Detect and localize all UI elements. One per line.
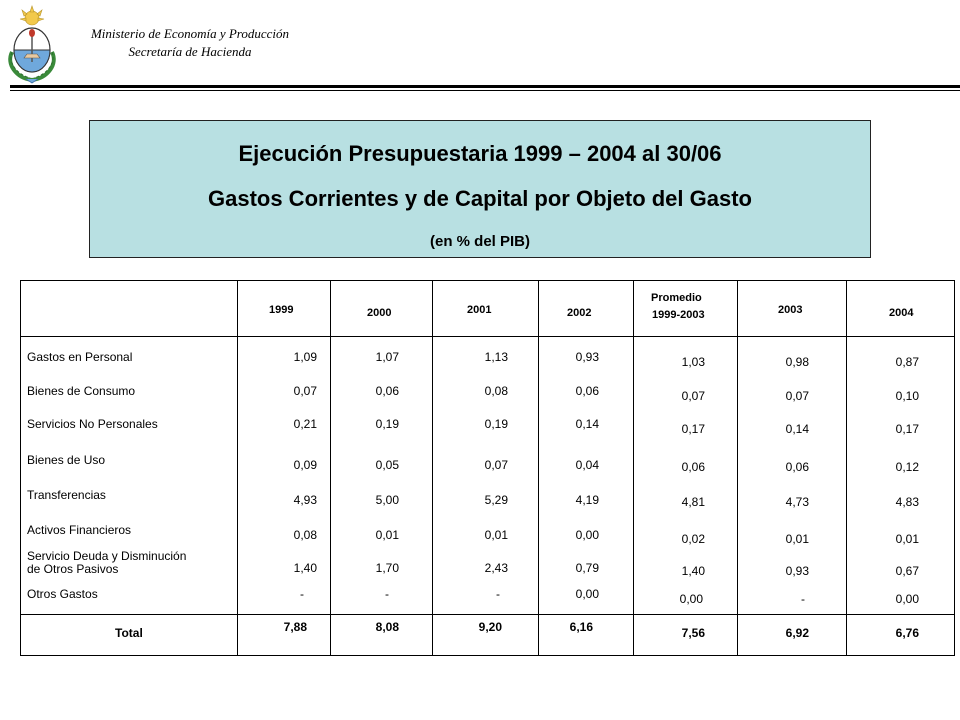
secretariat-line: Secretaría de Hacienda bbox=[128, 44, 252, 59]
table-cell: 0,01 bbox=[375, 528, 399, 542]
table-cell: 0,01 bbox=[785, 532, 809, 546]
column-header-2000: 2000 bbox=[367, 307, 392, 319]
title-box bbox=[89, 120, 871, 258]
table-cell: 0,06 bbox=[681, 460, 705, 474]
table-cell: 0,93 bbox=[785, 564, 809, 578]
column-divider bbox=[846, 281, 847, 655]
table-cell: 4,19 bbox=[575, 493, 599, 507]
total-cell: 7,56 bbox=[681, 626, 705, 640]
table-cell: 1,40 bbox=[293, 561, 317, 575]
table-cell: 5,29 bbox=[484, 493, 508, 507]
column-header-1999: 1999 bbox=[269, 304, 294, 316]
table-cell: - bbox=[496, 587, 500, 601]
table-cell: 0,00 bbox=[575, 587, 599, 601]
national-coat-of-arms-icon bbox=[4, 4, 60, 84]
table-cell: 0,17 bbox=[681, 422, 705, 436]
table-cell: 0,01 bbox=[484, 528, 508, 542]
total-cell: 7,88 bbox=[283, 620, 307, 634]
column-divider bbox=[432, 281, 433, 655]
total-divider bbox=[21, 614, 954, 615]
row-label-servicios: Servicios No Personales bbox=[27, 417, 158, 431]
row-label-deuda: Servicio Deuda y Disminución bbox=[27, 549, 187, 563]
total-cell: 6,92 bbox=[785, 626, 809, 640]
table-cell: 0,67 bbox=[895, 564, 919, 578]
row-label-otros: Otros Gastos bbox=[27, 587, 98, 601]
table-cell: 0,09 bbox=[293, 458, 317, 472]
table-cell: 0,12 bbox=[895, 460, 919, 474]
table-cell: 0,08 bbox=[293, 528, 317, 542]
table-cell: 0,07 bbox=[293, 384, 317, 398]
row-label-bienes-uso: Bienes de Uso bbox=[27, 453, 106, 467]
table-cell: 0,06 bbox=[375, 384, 399, 398]
header-divider bbox=[21, 336, 954, 337]
row-label-personal: Gastos en Personal bbox=[27, 350, 133, 364]
table-cell: 1,07 bbox=[375, 350, 399, 364]
table-cell: 1,70 bbox=[375, 561, 399, 575]
table-cell: 0,21 bbox=[293, 417, 317, 431]
table-cell: 0,07 bbox=[484, 458, 508, 472]
table-cell: 4,93 bbox=[293, 493, 317, 507]
title-line-1: Ejecución Presupuestaria 1999 – 2004 al 30/06 bbox=[238, 141, 722, 166]
table-cell: 5,00 bbox=[375, 493, 399, 507]
table-cell: - bbox=[801, 592, 805, 606]
budget-table bbox=[20, 280, 955, 656]
table-cell: 0,19 bbox=[375, 417, 399, 431]
table-cell: 0,07 bbox=[785, 389, 809, 403]
header-rule-thin bbox=[10, 90, 960, 91]
table-cell: 1,40 bbox=[681, 564, 705, 578]
total-cell: 8,08 bbox=[375, 620, 399, 634]
row-label-activos: Activos Financieros bbox=[27, 523, 132, 537]
table-cell: - bbox=[385, 587, 389, 601]
header-rule-thick bbox=[10, 85, 960, 88]
table-cell: 0,87 bbox=[895, 355, 919, 369]
row-label-deuda-cont: de Otros Pasivos bbox=[27, 562, 119, 576]
table-cell: 0,02 bbox=[681, 532, 705, 546]
column-divider bbox=[737, 281, 738, 655]
column-divider bbox=[330, 281, 331, 655]
column-divider bbox=[538, 281, 539, 655]
row-label-total: Total bbox=[115, 626, 143, 640]
table-cell: - bbox=[300, 587, 304, 601]
table-cell: 0,00 bbox=[895, 592, 919, 606]
ministry-line: Ministerio de Economía y Producción bbox=[90, 26, 290, 41]
column-header-2001: 2001 bbox=[467, 304, 492, 316]
column-header-2002: 2002 bbox=[567, 307, 592, 319]
row-label-consumo: Bienes de Consumo bbox=[27, 384, 136, 398]
table-cell: 0,14 bbox=[575, 417, 599, 431]
table-cell: 0,06 bbox=[785, 460, 809, 474]
table-cell: 1,09 bbox=[293, 350, 317, 364]
table-cell: 2,43 bbox=[484, 561, 508, 575]
table-cell: 0,79 bbox=[575, 561, 599, 575]
table-cell: 0,06 bbox=[575, 384, 599, 398]
table-cell: 0,10 bbox=[895, 389, 919, 403]
table-cell: 1,13 bbox=[484, 350, 508, 364]
table-cell: 0,08 bbox=[484, 384, 508, 398]
table-cell: 1,03 bbox=[681, 355, 705, 369]
table-cell: 0,93 bbox=[575, 350, 599, 364]
column-header-promedio: Promedio bbox=[651, 292, 702, 304]
page-header bbox=[0, 0, 960, 90]
table-cell: 0,98 bbox=[785, 355, 809, 369]
column-header-2003: 2003 bbox=[778, 304, 803, 316]
title-line-2: Gastos Corrientes y de Capital por Objeto del Gasto bbox=[207, 186, 752, 211]
table-cell: 0,19 bbox=[484, 417, 508, 431]
table-cell: 0,14 bbox=[785, 422, 809, 436]
total-cell: 9,20 bbox=[478, 620, 502, 634]
column-header-2004: 2004 bbox=[889, 307, 914, 319]
table-cell: 4,73 bbox=[785, 495, 809, 509]
table-cell: 0,07 bbox=[681, 389, 705, 403]
ministry-name bbox=[60, 25, 320, 61]
table-cell: 4,81 bbox=[681, 495, 705, 509]
table-cell: 0,17 bbox=[895, 422, 919, 436]
column-header-promedio-range: 1999-2003 bbox=[652, 309, 705, 321]
column-divider bbox=[633, 281, 634, 655]
total-cell: 6,16 bbox=[569, 620, 593, 634]
title-units: (en % del PIB) bbox=[429, 233, 530, 250]
row-label-transferencias: Transferencias bbox=[27, 488, 106, 502]
table-cell: 0,04 bbox=[575, 458, 599, 472]
column-divider bbox=[237, 281, 238, 655]
table-cell: 0,05 bbox=[375, 458, 399, 472]
table-cell: 0,00 bbox=[575, 528, 599, 542]
table-cell: 4,83 bbox=[895, 495, 919, 509]
table-cell: 0,01 bbox=[895, 532, 919, 546]
total-cell: 6,76 bbox=[895, 626, 919, 640]
table-cell: 0,00 bbox=[679, 592, 703, 606]
